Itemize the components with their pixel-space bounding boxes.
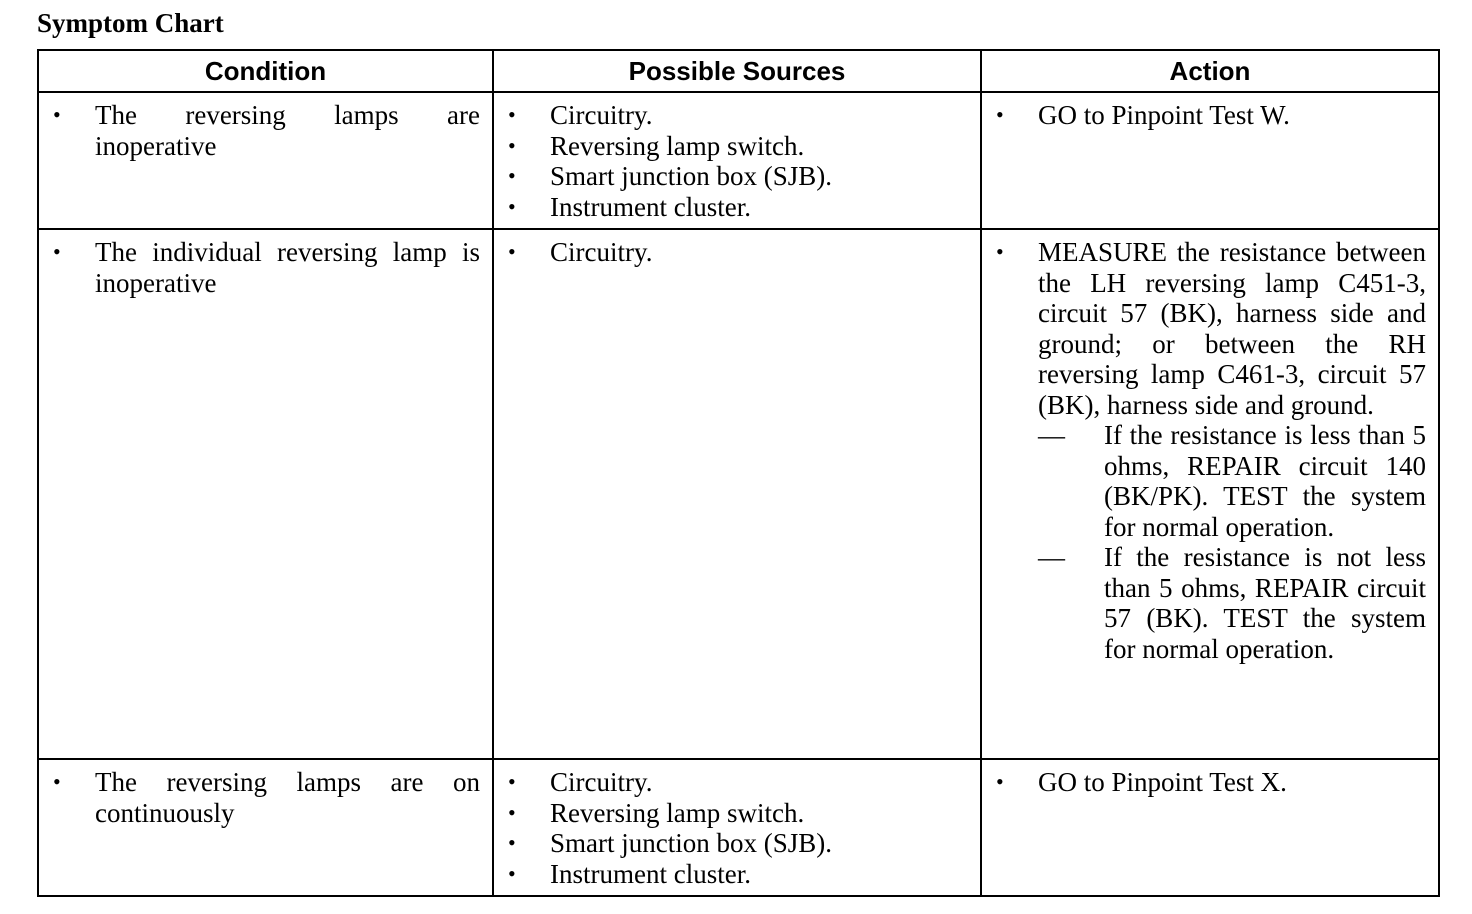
table-header-row	[38, 50, 1439, 92]
header-action: Action	[981, 50, 1439, 92]
source-item: • Smart junction box (SJB).	[504, 161, 968, 192]
table-row	[38, 92, 1439, 229]
source-item: • Instrument cluster.	[504, 192, 968, 223]
page-title: Symptom Chart	[37, 8, 224, 38]
condition-text: • The reversing lamps are inoperative	[49, 100, 480, 161]
source-item: • Smart junction box (SJB).	[504, 828, 968, 859]
action-sub-item: — If the resistance is not less than 5 ohms, REPAIR circuit 57 (BK). TEST the system for normal operation.	[1038, 542, 1426, 664]
sources-cell	[493, 92, 981, 229]
condition-cell	[38, 229, 493, 759]
condition-text: • The individual reversing lamp is inoperative	[49, 237, 480, 298]
condition-text: • The reversing lamps are on continuously	[49, 767, 480, 828]
header-condition: Condition	[38, 50, 493, 92]
action-sub-item: — If the resistance is less than 5 ohms, REPAIR circuit 140 (BK/PK). TEST the system for normal operation.	[1038, 420, 1426, 542]
condition-cell	[38, 92, 493, 229]
action-cell	[981, 229, 1439, 759]
action-text: • GO to Pinpoint Test X.	[992, 767, 1426, 798]
action-sub-list	[1038, 420, 1426, 664]
condition-cell	[38, 759, 493, 896]
sources-cell	[493, 759, 981, 896]
header-possible-sources: Possible Sources	[493, 50, 981, 92]
source-item: • Circuitry.	[504, 100, 968, 131]
action-item	[992, 237, 1426, 664]
symptom-table	[37, 49, 1440, 897]
table-row	[38, 759, 1439, 896]
table-row	[38, 229, 1439, 759]
source-item: • Instrument cluster.	[504, 859, 968, 890]
source-item: • Circuitry.	[504, 767, 968, 798]
sources-cell	[493, 229, 981, 759]
action-cell	[981, 759, 1439, 896]
action-text: MEASURE the resistance between the LH reversing lamp C451-3, circuit 57 (BK), harness side and ground; or between the RH reversing lamp C461-3, circuit 57 (BK), harness side and ground.	[1038, 237, 1426, 420]
action-text: • GO to Pinpoint Test W.	[992, 100, 1426, 131]
source-item: • Reversing lamp switch.	[504, 798, 968, 829]
source-item: • Reversing lamp switch.	[504, 131, 968, 162]
action-cell	[981, 92, 1439, 229]
source-item: • Circuitry.	[504, 237, 968, 268]
